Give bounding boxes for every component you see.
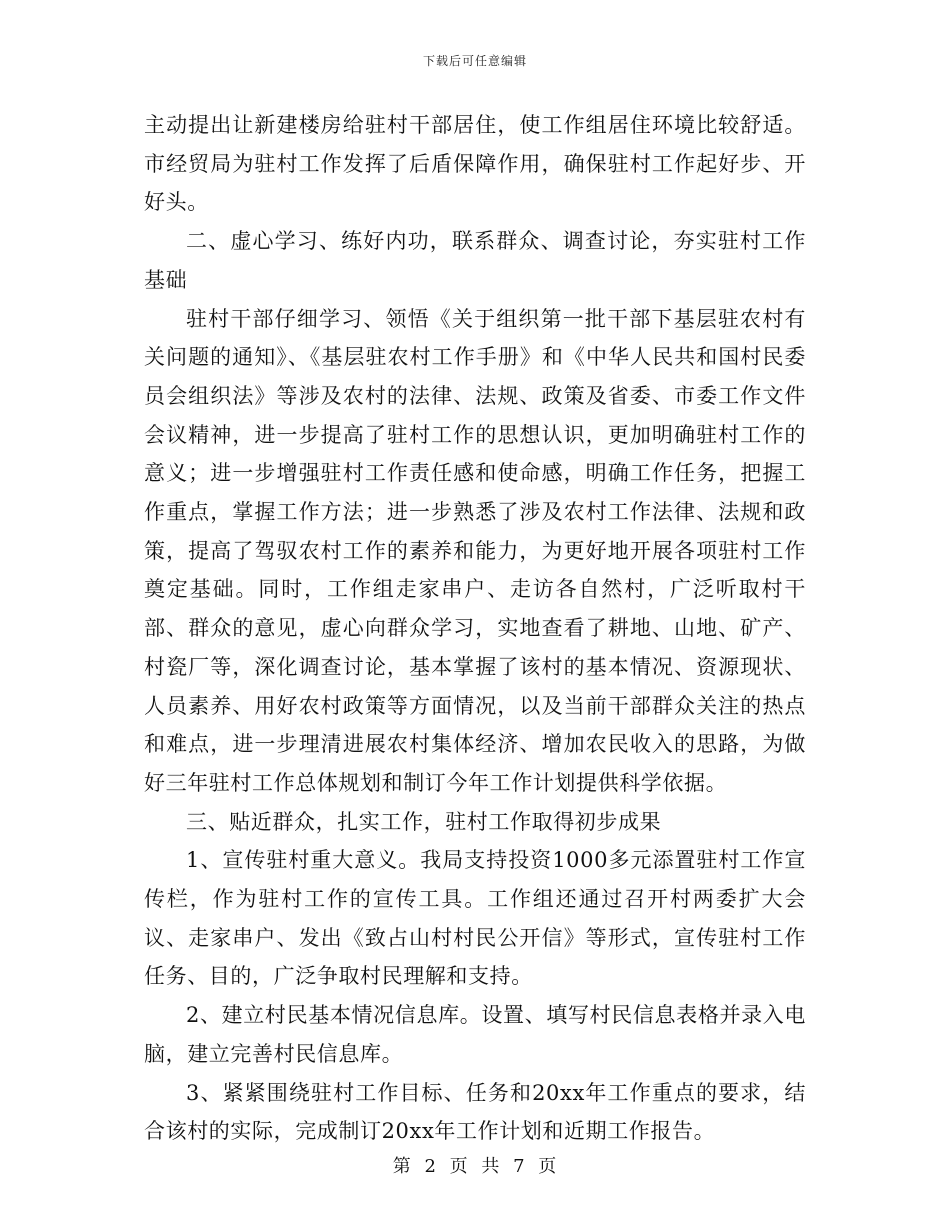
paragraph-1: 主动提出让新建楼房给驻村干部居住，使工作组居住环境比较舒适。市经贸局为驻村工作发挥了后盾保障作用，确保驻村工作起好步、开好头。 <box>144 113 806 215</box>
paragraph-item-2: 2、建立村民基本情况信息库。设置、填写村民信息表格并录入电脑，建立完善村民信息库。 <box>144 1003 806 1066</box>
section-heading-2: 二、虚心学习、练好内功，联系群众、调查讨论，夯实驻村工作基础 <box>144 229 806 292</box>
page-header-note: 下载后可任意编辑 <box>422 54 527 68</box>
page-number: 第 2 页 共 7 页 <box>392 1156 558 1177</box>
section-heading-3: 三、贴近群众，扎实工作，驻村工作取得初步成果 <box>186 809 662 834</box>
paragraph-item-1: 1、宣传驻村重大意义。我局支持投资1000多元添置驻村工作宣传栏，作为驻村工作的宣传工具。工作组还通过召开村两委扩大会议、走家串户、发出《致占山村村民公开信》等形式，宣传驻村工作任务、目的，广泛争取村民理解和支持。 <box>144 848 806 989</box>
paragraph-item-3: 3、紧紧围绕驻村工作目标、任务和20xx年工作重点的要求，结合该村的实际，完成制订20xx年工作计划和近期工作报告。 <box>144 1080 806 1144</box>
document-body <box>144 106 806 1151</box>
paragraph-study: 驻村干部仔细学习、领悟《关于组织第一批干部下基层驻农村有关问题的通知》、《基层驻农村工作手册》和《中华人民共和国村民委员会组织法》等涉及农村的法律、法规、政策及省委、市委工作文件会议精神，进一步提高了驻村工作的思想认识，更加明确驻村工作的意义；进一步增强驻村工作责任感和使命感，明确工作任务，把握工作重点，掌握工作方法；进一步熟悉了涉及农村工作法律、法规和政策，提高了驾驭农村工作的素养和能力，为更好地开展各项驻村工作奠定基础。同时，工作组走家串户、走访各自然村，广泛听取村干部、群众的意见，虚心向群众学习，实地查看了耕地、山地、矿产、村瓷厂等，深化调查讨论，基本掌握了该村的基本情况、资源现状、人员素养、用好农村政策等方面情况，以及当前干部群众关注的热点和难点，进一步理清进展农村集体经济、增加农民收入的思路，为做好三年驻村工作总体规划和制订今年工作计划提供科学依据。 <box>144 306 806 795</box>
